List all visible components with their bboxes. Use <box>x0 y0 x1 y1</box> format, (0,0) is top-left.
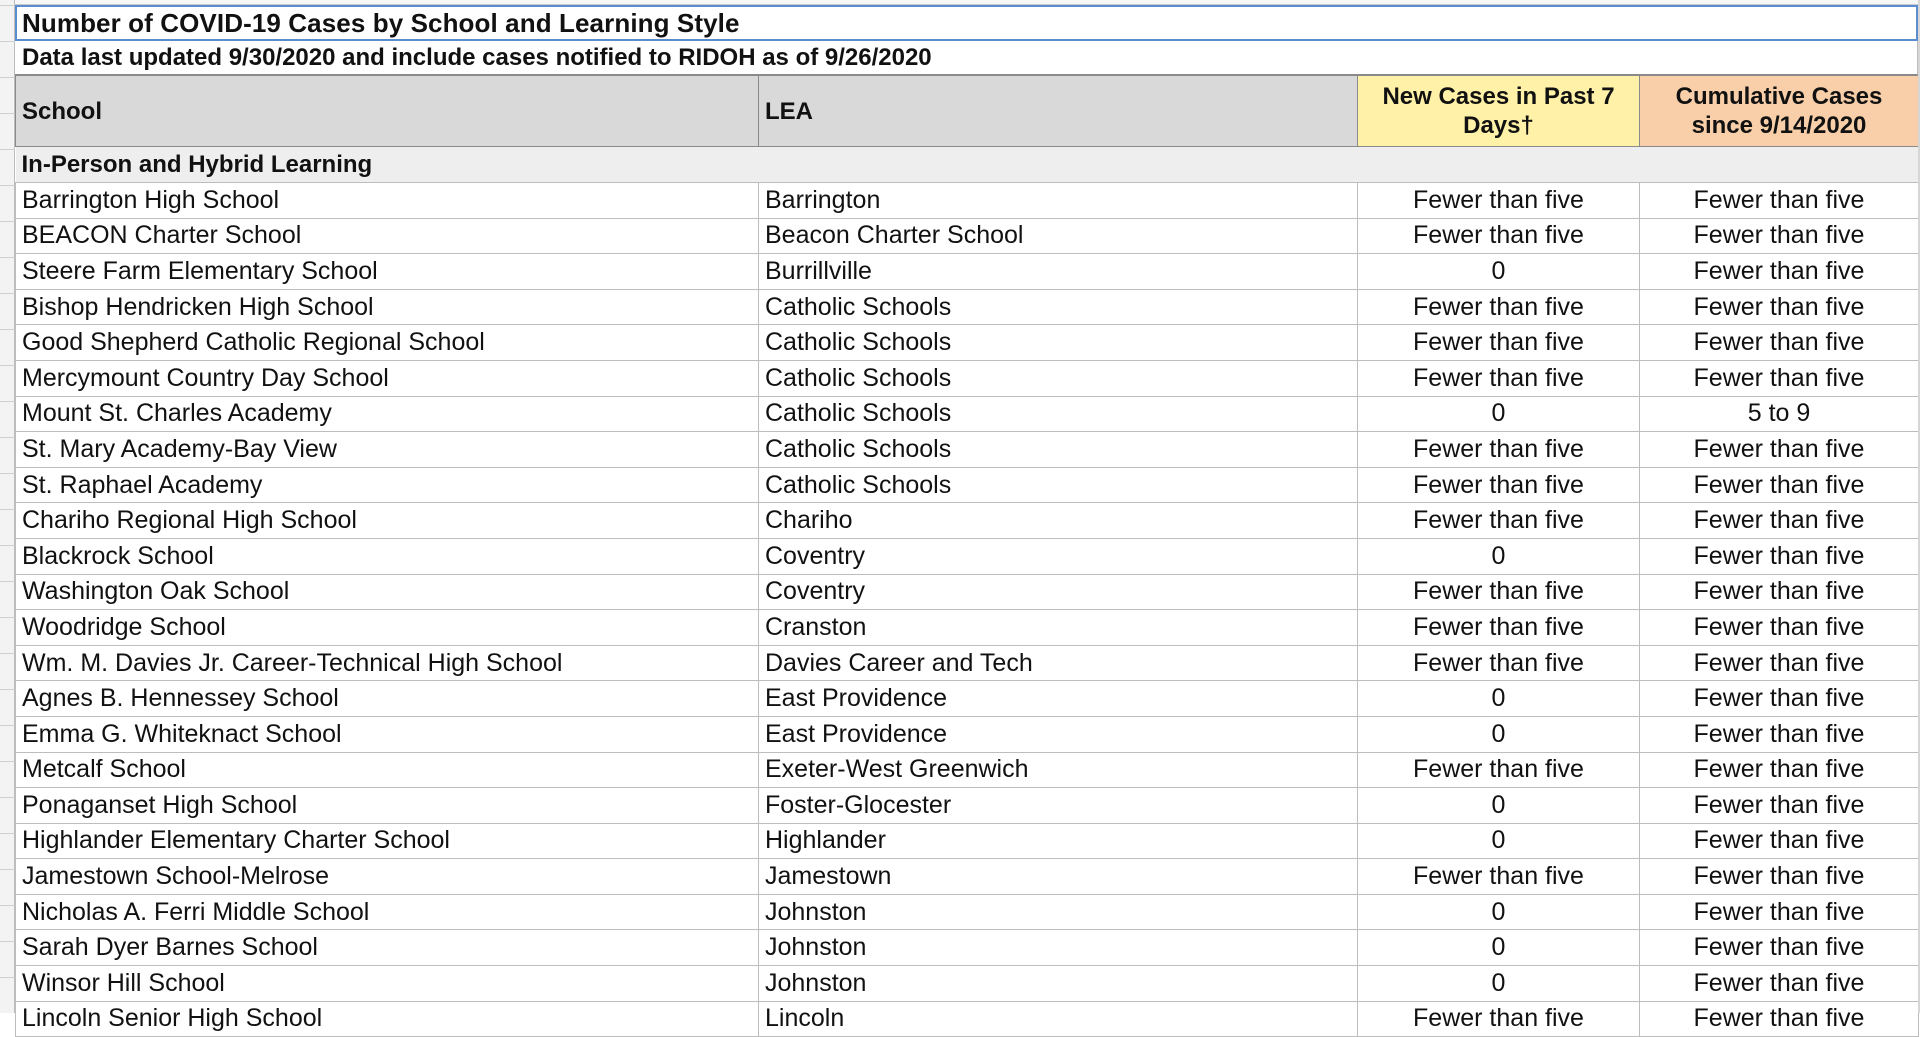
school-cell[interactable]: BEACON Charter School <box>16 218 759 254</box>
gutter-tick <box>0 5 15 6</box>
gutter-tick <box>0 113 15 114</box>
cumulative-cases-cell[interactable]: Fewer than five <box>1640 325 1919 361</box>
gutter-tick <box>0 617 15 618</box>
lea-cell[interactable]: Coventry <box>759 574 1358 610</box>
gutter-tick <box>0 977 15 978</box>
table-row <box>16 645 1919 681</box>
school-cell[interactable]: Chariho Regional High School <box>16 503 759 539</box>
new-cases-cell[interactable]: Fewer than five <box>1358 218 1640 254</box>
sheet-subtitle-cell[interactable] <box>15 41 1918 75</box>
school-cell[interactable]: Nicholas A. Ferri Middle School <box>16 894 759 930</box>
gutter-tick <box>0 545 15 546</box>
table-row <box>16 254 1919 290</box>
lea-cell[interactable]: East Providence <box>759 716 1358 752</box>
cumulative-cases-cell[interactable]: Fewer than five <box>1640 788 1919 824</box>
cumulative-cases-cell[interactable]: Fewer than five <box>1640 645 1919 681</box>
new-cases-cell[interactable]: Fewer than five <box>1358 752 1640 788</box>
cumulative-cases-cell[interactable]: Fewer than five <box>1640 681 1919 717</box>
gutter-tick <box>0 761 15 762</box>
table-row <box>16 823 1919 859</box>
school-cell[interactable]: Good Shepherd Catholic Regional School <box>16 325 759 361</box>
table-row <box>16 325 1919 361</box>
table-row <box>16 966 1919 1002</box>
gutter-tick <box>0 581 15 582</box>
header-school[interactable]: School <box>16 76 759 147</box>
gutter-tick <box>0 905 15 906</box>
cumulative-cases-cell[interactable]: Fewer than five <box>1640 467 1919 503</box>
table-row <box>16 859 1919 895</box>
lea-cell[interactable]: Catholic Schools <box>759 467 1358 503</box>
cumulative-cases-cell[interactable]: Fewer than five <box>1640 432 1919 468</box>
cumulative-cases-cell[interactable]: Fewer than five <box>1640 966 1919 1002</box>
cumulative-cases-cell[interactable]: Fewer than five <box>1640 859 1919 895</box>
table-row <box>16 752 1919 788</box>
table-row <box>16 894 1919 930</box>
cumulative-cases-cell[interactable]: Fewer than five <box>1640 823 1919 859</box>
table-row <box>16 610 1919 646</box>
lea-cell[interactable]: Davies Career and Tech <box>759 645 1358 681</box>
new-cases-cell[interactable]: 0 <box>1358 538 1640 574</box>
new-cases-cell[interactable]: 0 <box>1358 894 1640 930</box>
school-cell[interactable]: Barrington High School <box>16 183 759 219</box>
gutter-tick <box>0 653 15 654</box>
section-label[interactable]: In-Person and Hybrid Learning <box>16 147 1919 183</box>
gutter-tick <box>0 365 15 366</box>
school-cell[interactable]: Bishop Hendricken High School <box>16 289 759 325</box>
gutter-tick <box>0 869 15 870</box>
cumulative-cases-cell[interactable]: Fewer than five <box>1640 610 1919 646</box>
school-cell[interactable]: Ponaganset High School <box>16 788 759 824</box>
gutter-tick <box>0 185 15 186</box>
table-row <box>16 574 1919 610</box>
cumulative-cases-cell[interactable]: Fewer than five <box>1640 254 1919 290</box>
lea-cell[interactable]: Catholic Schools <box>759 360 1358 396</box>
table-row <box>16 432 1919 468</box>
cumulative-cases-cell[interactable]: Fewer than five <box>1640 752 1919 788</box>
new-cases-cell[interactable]: 0 <box>1358 788 1640 824</box>
school-cell[interactable]: Agnes B. Hennessey School <box>16 681 759 717</box>
sheet-subtitle: Data last updated 9/30/2020 and include cases notified to RIDOH as of 9/26/2020 <box>22 43 932 71</box>
lea-cell[interactable]: Burrillville <box>759 254 1358 290</box>
header-cumulative-cases[interactable]: Cumulative Cases since 9/14/2020 <box>1640 76 1919 147</box>
cumulative-cases-cell[interactable]: Fewer than five <box>1640 218 1919 254</box>
cumulative-cases-cell[interactable]: Fewer than five <box>1640 894 1919 930</box>
lea-cell[interactable]: Johnston <box>759 894 1358 930</box>
school-cell[interactable]: Blackrock School <box>16 538 759 574</box>
cumulative-cases-cell[interactable]: Fewer than five <box>1640 360 1919 396</box>
gutter-tick <box>0 401 15 402</box>
school-cell[interactable]: Winsor Hill School <box>16 966 759 1002</box>
gutter-tick <box>0 509 15 510</box>
gutter-tick <box>0 293 15 294</box>
cumulative-cases-cell[interactable]: Fewer than five <box>1640 183 1919 219</box>
new-cases-cell[interactable]: Fewer than five <box>1358 183 1640 219</box>
lea-cell[interactable]: Lincoln <box>759 1001 1358 1037</box>
gutter-tick <box>0 257 15 258</box>
school-cell[interactable]: Metcalf School <box>16 752 759 788</box>
school-cell[interactable]: Mercymount Country Day School <box>16 360 759 396</box>
cumulative-cases-cell[interactable]: Fewer than five <box>1640 930 1919 966</box>
school-cell[interactable]: Steere Farm Elementary School <box>16 254 759 290</box>
lea-cell[interactable]: Jamestown <box>759 859 1358 895</box>
school-cell[interactable]: Sarah Dyer Barnes School <box>16 930 759 966</box>
new-cases-cell[interactable]: Fewer than five <box>1358 610 1640 646</box>
new-cases-cell[interactable]: Fewer than five <box>1358 432 1640 468</box>
new-cases-cell[interactable]: 0 <box>1358 254 1640 290</box>
lea-cell[interactable]: Catholic Schools <box>759 432 1358 468</box>
school-cell[interactable]: St. Mary Academy-Bay View <box>16 432 759 468</box>
table-row <box>16 467 1919 503</box>
lea-cell[interactable]: Cranston <box>759 610 1358 646</box>
header-row <box>16 76 1919 147</box>
new-cases-cell[interactable]: 0 <box>1358 823 1640 859</box>
lea-cell[interactable]: East Providence <box>759 681 1358 717</box>
cumulative-cases-cell[interactable]: 5 to 9 <box>1640 396 1919 432</box>
new-cases-cell[interactable]: 0 <box>1358 396 1640 432</box>
new-cases-cell[interactable]: Fewer than five <box>1358 503 1640 539</box>
table-row <box>16 289 1919 325</box>
school-cell[interactable]: Woodridge School <box>16 610 759 646</box>
lea-cell[interactable]: Catholic Schools <box>759 289 1358 325</box>
row-gutter <box>0 0 15 1013</box>
new-cases-cell[interactable]: Fewer than five <box>1358 574 1640 610</box>
gutter-tick <box>0 833 15 834</box>
table-row <box>16 538 1919 574</box>
new-cases-cell[interactable]: 0 <box>1358 681 1640 717</box>
header-new-cases[interactable]: New Cases in Past 7 Days† <box>1358 76 1640 147</box>
table-row <box>16 1001 1919 1037</box>
lea-cell[interactable]: Beacon Charter School <box>759 218 1358 254</box>
sheet-title-cell[interactable] <box>15 5 1918 41</box>
lea-cell[interactable]: Exeter-West Greenwich <box>759 752 1358 788</box>
lea-cell[interactable]: Highlander <box>759 823 1358 859</box>
new-cases-cell[interactable]: Fewer than five <box>1358 360 1640 396</box>
new-cases-cell[interactable]: Fewer than five <box>1358 645 1640 681</box>
gutter-tick <box>0 41 15 42</box>
gutter-tick <box>0 797 15 798</box>
gutter-tick <box>0 941 15 942</box>
lea-cell[interactable]: Chariho <box>759 503 1358 539</box>
new-cases-cell[interactable]: Fewer than five <box>1358 467 1640 503</box>
table-row <box>16 681 1919 717</box>
cumulative-cases-cell[interactable]: Fewer than five <box>1640 503 1919 539</box>
school-cell[interactable]: Washington Oak School <box>16 574 759 610</box>
school-cell[interactable]: Emma G. Whiteknact School <box>16 716 759 752</box>
cumulative-cases-cell[interactable]: Fewer than five <box>1640 716 1919 752</box>
sheet-title: Number of COVID-19 Cases by School and Learning Style <box>22 7 740 38</box>
lea-cell[interactable]: Catholic Schools <box>759 396 1358 432</box>
cumulative-cases-cell[interactable]: Fewer than five <box>1640 538 1919 574</box>
table-row <box>16 930 1919 966</box>
cumulative-cases-cell[interactable]: Fewer than five <box>1640 1001 1919 1037</box>
gutter-tick <box>0 689 15 690</box>
school-cell[interactable]: Jamestown School-Melrose <box>16 859 759 895</box>
lea-cell[interactable]: Coventry <box>759 538 1358 574</box>
new-cases-cell[interactable]: Fewer than five <box>1358 1001 1640 1037</box>
new-cases-cell[interactable]: Fewer than five <box>1358 859 1640 895</box>
school-cell[interactable]: Highlander Elementary Charter School <box>16 823 759 859</box>
table-row <box>16 396 1919 432</box>
gutter-tick <box>0 221 15 222</box>
gutter-tick <box>0 329 15 330</box>
lea-cell[interactable]: Barrington <box>759 183 1358 219</box>
school-cell[interactable]: Wm. M. Davies Jr. Career-Technical High School <box>16 645 759 681</box>
table-row <box>16 503 1919 539</box>
gutter-tick <box>0 725 15 726</box>
new-cases-cell[interactable]: Fewer than five <box>1358 289 1640 325</box>
header-lea[interactable]: LEA <box>759 76 1358 147</box>
lea-cell[interactable]: Johnston <box>759 966 1358 1002</box>
lea-cell[interactable]: Foster-Glocester <box>759 788 1358 824</box>
cases-table <box>15 75 1919 1037</box>
gutter-tick <box>0 149 15 150</box>
table-row <box>16 716 1919 752</box>
lea-cell[interactable]: Catholic Schools <box>759 325 1358 361</box>
school-cell[interactable]: St. Raphael Academy <box>16 467 759 503</box>
new-cases-cell[interactable]: Fewer than five <box>1358 325 1640 361</box>
table-row <box>16 788 1919 824</box>
gutter-tick <box>0 473 15 474</box>
school-cell[interactable]: Mount St. Charles Academy <box>16 396 759 432</box>
new-cases-cell[interactable]: 0 <box>1358 716 1640 752</box>
gutter-tick <box>0 437 15 438</box>
cumulative-cases-cell[interactable]: Fewer than five <box>1640 574 1919 610</box>
table-row <box>16 360 1919 396</box>
section-row <box>16 147 1919 183</box>
table-row <box>16 183 1919 219</box>
table-row <box>16 218 1919 254</box>
new-cases-cell[interactable]: 0 <box>1358 930 1640 966</box>
cumulative-cases-cell[interactable]: Fewer than five <box>1640 289 1919 325</box>
new-cases-cell[interactable]: 0 <box>1358 966 1640 1002</box>
gutter-tick <box>0 77 15 78</box>
school-cell[interactable]: Lincoln Senior High School <box>16 1001 759 1037</box>
lea-cell[interactable]: Johnston <box>759 930 1358 966</box>
